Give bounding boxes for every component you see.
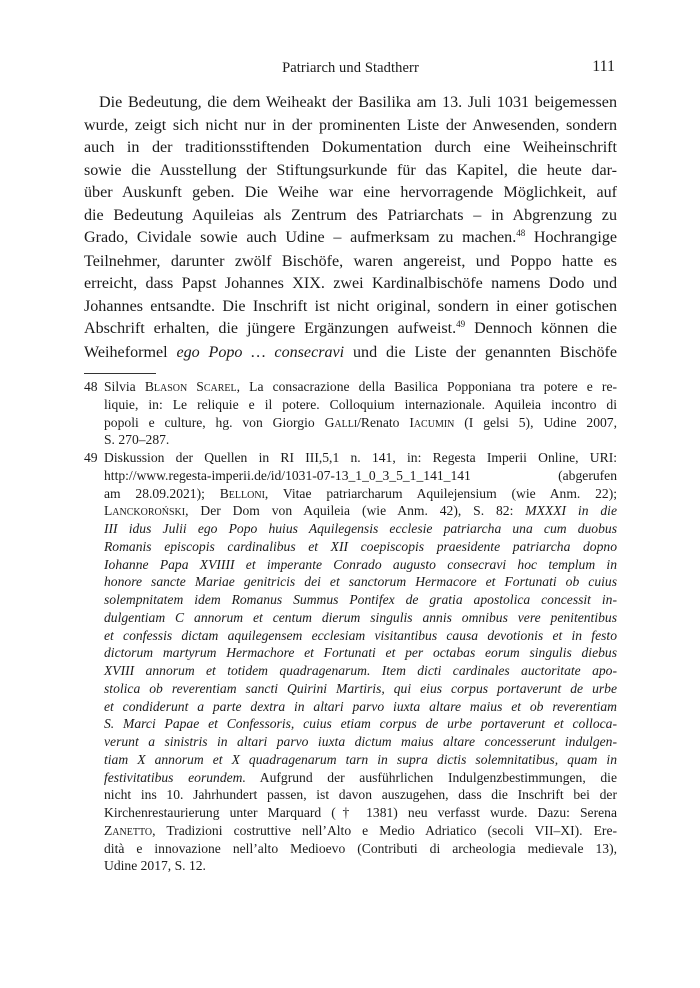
latin-quote: ego Popo … consecravi [176,344,345,362]
text-line: Teilnehmer, darunter zwölf Bischöfe, waren angereist, und Poppo hatte es [84,252,617,270]
footnote-line [104,786,617,804]
text-segment: Grado, Cividale sowie auch Udine – aufmerksam zu machen. [84,229,517,247]
latin-quote: stolica ob reverentiam sancti Quirini Martiris, qui eius corpus portaverunt de urbe [104,680,617,696]
text-segment: Silvia [104,379,145,394]
text-segment: liquie, in: Le reliquie e il potere. Colloquium internazionale. Aquileia incontro di [104,396,617,412]
text-line [84,227,617,251]
latin-quote: III idus Julii ego Popo huius Aquilegensis ecclesie patriarcha una cum duobus [104,521,617,536]
footnotes [84,378,617,875]
author-name: Galli [324,414,358,430]
footnote-line [104,751,617,769]
footnote-line [104,520,617,538]
footnote-line [104,414,617,432]
main-text [84,92,617,365]
footnote-line [104,804,617,822]
footnote-line [104,698,617,716]
footnote-number: 49 [84,450,98,465]
latin-quote: verunt a sinistris in altari parvo iuxta dictum maius altare concesserunt indulgen- [104,734,617,749]
footnote-line [104,662,617,680]
text-line: über Auskunft geben. Die Weihe war eine hervorragende Möglichkeit, auf [84,184,617,202]
footnote-line [104,378,617,396]
latin-quote: et confessis dictam aquilegensem ecclesiam visitantibus causa devotionis et in festo [104,627,617,643]
text-segment: nicht ins 10. Jahrhundert passen, ist davon auszugehen, dass die Inschrift bei der [104,787,617,803]
author-name: Belloni [219,485,265,501]
running-header [84,58,617,80]
footnote-number: 48 [84,379,98,394]
author-name: Lanckoroński [104,503,186,519]
text-segment: Aufgrund der ausführlichen Indulgenzbestimmungen, die [245,769,617,785]
paragraph [84,92,617,365]
footnote-separator [84,373,156,374]
text-line: erreicht, dass Papst Johannes XIX. zwei Kardinalbischöfe namens Dodo und [84,275,617,293]
footnote-line [104,715,617,733]
text-line: die Bedeutung Aquileias als Zentrum des Patriarchats – in Abgrenzung zu [84,206,617,224]
author-name: Zanetto [104,822,153,838]
running-title: Patriarch und Stadtherr [282,60,419,76]
text-line [84,318,617,342]
latin-quote: festivitatibus eorundem. [104,769,246,785]
text-segment: , Tradizioni costruttive nell’Alto e Medio Adriatico (secoli VII–XI). Ere- [152,822,617,838]
text-segment: (I gelsi 5), Udine 2007, [454,414,618,430]
text-segment: , Der Dom von Aquileia (wie Anm. 42), S. 82: [185,503,526,519]
latin-quote: dulgentiam C annorum et centum dierum singulis annis omnibus vere penitentibus [104,609,617,625]
text-segment: Abschrift erhalten, die jüngere Ergänzungen aufweist. [84,320,457,338]
footnote-line [104,556,617,574]
footnote-line [104,591,617,609]
text-segment: http://www.regesta-imperii.de/id/1031-07-13_1_0_3_5_1_141_141 (abgerufen [104,467,617,483]
footnote-49 [84,449,617,875]
footnote-line [104,538,617,556]
footnote-48 [84,378,617,449]
footnote-line [104,840,617,858]
footnote-line [104,431,617,449]
footnote-line [104,609,617,627]
footnote-line [104,733,617,751]
text-line [84,342,617,365]
latin-quote: tiam X annorum et X quadragenarum tarn in supra dictis solemnitatibus, quam in [104,751,617,767]
latin-quote: solempnitatem idem Romanus Summus Pontifex de gratia apostolica concessit in- [104,592,617,607]
text-segment: dità e innovazione nell’alto Medioevo (Contributi di archeologia medievale 13), [104,840,617,856]
text-segment: Kirchenrestaurierung unter Marquard († 1381) neu verfasst wurde. Dazu: Serena [104,805,617,820]
latin-quote: et condiderunt a parte dextra in altari parvo iuxta altare maius et ob reverentiam [104,698,617,714]
text-segment: /Renato [357,414,410,430]
footnote-line [104,485,617,503]
text-segment: Diskussion der Quellen in RI III,5,1 n. 141, in: Regesta Imperii Online, URI: [104,450,617,465]
latin-quote: Romanis episcopis cardinalibus et XII coepiscopis praesidente patriarcha dopno [104,538,617,554]
author-name: Iacumin [409,414,455,430]
latin-quote: dictorum martyrum Hermachore et Fortunati et per octabas eorum singulis diebus [104,645,617,661]
footnote-reference-49[interactable]: 49 [456,319,466,330]
footnote-line [104,449,617,467]
text-segment: , La consacrazione della Basilica Popponiana tra potere e re- [236,379,617,394]
text-line: sowie die Ausstellung der Stiftungsurkunde für das Kapitel, die heute dar- [84,161,617,179]
text-segment: Dennoch können die [465,320,617,338]
text-segment: Udine 2017, S. 12. [104,858,206,874]
latin-quote: XVIII annorum et totidem quadragenarum. Item dicti cardinales auctoritate apo- [104,663,617,678]
footnote-line [104,857,617,875]
text-segment: am 28.09.2021); [104,485,220,501]
footnote-line [104,502,617,520]
footnote-line [104,822,617,840]
text-segment: popoli e culture, hg. von Giorgio [104,414,325,430]
footnote-line [104,573,617,591]
page-number: 111 [592,58,615,75]
text-segment: Hochrangige [525,229,618,247]
text-segment: , Vitae patriarcharum Aquilejensium (wie Anm. 22); [264,485,618,501]
footnote-line [104,644,617,662]
latin-quote: Iohanne Papa XVIIII et imperante Conrado augusto consecravi hoc templum in [104,556,617,572]
text-line: wurde, zeigt sich nicht nur in der prominenten Liste der Anwesenden, sondern [84,116,617,134]
latin-quote: MXXXI in die [525,503,617,519]
text-segment: S. 270–287. [104,432,170,448]
latin-quote: honore sancte Mariae genitricis dei et sanctorum Hermacore et Fortunati ob cuius [104,574,617,590]
text-segment: und die Liste der genannten Bischöfe [344,344,617,362]
footnote-line [104,467,617,485]
author-name: Blason Scarel [144,379,237,394]
text-segment: Weiheformel [84,344,168,362]
text-line: Die Bedeutung, die dem Weiheakt der Basilika am 13. Juli 1031 beigemessen [99,94,617,111]
footnote-line [104,396,617,414]
latin-quote: S. Marci Papae et Confessoris, cuius etiam corpus de urbe portaverunt et colloca- [104,716,617,732]
text-line: Johannes entsandte. Die Inschrift ist nicht original, sondern in einer gotischen [84,297,617,315]
footnote-line [104,680,617,698]
footnote-line [104,627,617,645]
text-line: auch in der traditionsstiftenden Dokumentation durch eine Weiheinschrift [84,139,617,157]
footnote-line [104,769,617,787]
footnote-reference-48[interactable]: 48 [516,228,526,239]
